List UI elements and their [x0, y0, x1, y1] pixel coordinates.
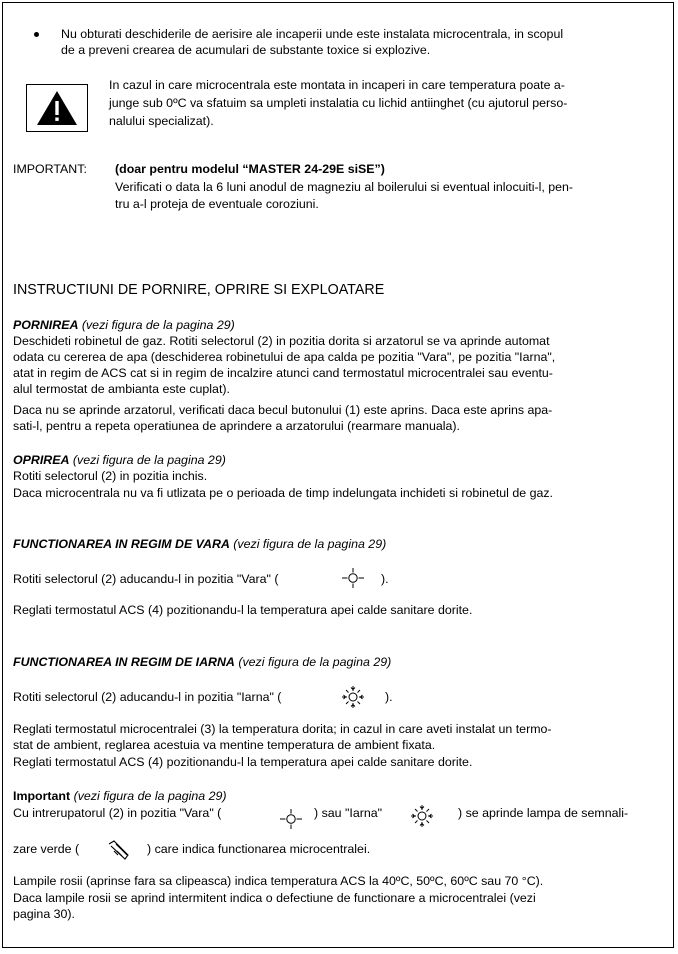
vara-ref: (vezi figura de la pagina 29) [233, 537, 387, 551]
pornirea-ref: (vezi figura de la pagina 29) [81, 318, 235, 332]
iarna-heading-line [13, 655, 391, 670]
important-model: (doar pentru modelul “MASTER 24-29E siSE”) [115, 162, 385, 176]
iarna-line: stat de ambient, reglarea acestuia va mentine temperatura de ambient fixata. [13, 738, 436, 752]
snowflake-sun-icon [337, 683, 369, 711]
important2-heading-line [13, 789, 227, 804]
important2-line: Daca lampile rosii se aprind intermitent indica o defectiune de functionare a microcentralei (vezi [13, 891, 536, 905]
important2-line1-c: ) se aprinde lampa de semnali- [458, 806, 629, 820]
important2-line: pagina 30). [13, 907, 76, 921]
sun-icon [276, 806, 306, 832]
important2-line1-a: Cu intrerupatorul (2) in pozitia "Vara" ( [13, 806, 222, 820]
green-lamp-icon [103, 836, 137, 864]
bullet-text-line1: Nu obturati deschiderile de aerisire ale incaperii unde este instalata microcentrala, in scopul [61, 27, 564, 41]
important-label: IMPORTANT: [13, 162, 87, 176]
sun-icon [338, 565, 368, 591]
pornirea-line: Daca nu se aprinde arzatorul, verificati daca becul butonului (1) este aprins. Daca este aprins apa- [13, 403, 553, 417]
section-title: INSTRUCTIUNI DE PORNIRE, OPRIRE SI EXPLOATARE [13, 282, 385, 298]
iarna-line: Reglati termostatul microcentralei (3) la temperatura dorita; in cazul in care aveti instalat un termo- [13, 722, 552, 736]
oprirea-heading-line [13, 453, 226, 468]
warning-text-line3: nalului specializat). [109, 114, 214, 128]
oprirea-ref: (vezi figura de la pagina 29) [72, 453, 226, 467]
important2-line: Lampile rosii (aprinse fara sa clipeasca) indica temperatura ACS la 40ºC, 50ºC, 60ºC sau 70 °C). [13, 874, 544, 888]
bullet-text-line2: de a preveni crearea de acumulari de substante toxice si explozive. [61, 43, 431, 57]
iarna-heading: FUNCTIONAREA IN REGIM DE IARNA [13, 655, 235, 669]
oprirea-heading: OPRIREA [13, 453, 70, 467]
vara-select-after: ). [381, 572, 389, 586]
important2-line1-b: ) sau "Iarna" [314, 806, 383, 820]
iarna-line: Reglati termostatul ACS (4) pozitionandu-l la temperatura apei calde sanitare dorite. [13, 755, 473, 769]
oprirea-line: Daca microcentrala nu va fi utlizata pe o perioada de timp indelungata inchideti si robinetul de gaz. [13, 486, 554, 500]
warning-text-line2: junge sub 0ºC va sfatuim sa umpleti instalatia cu lichid antiinghet (cu ajutorul perso- [109, 96, 568, 110]
warning-box [26, 84, 88, 132]
pornirea-heading-line [13, 318, 235, 333]
important2-ref: (vezi figura de la pagina 29) [73, 789, 227, 803]
warning-triangle-icon [27, 85, 87, 131]
important2-heading: Important [13, 789, 71, 803]
pornirea-line: sati-l, pentru a repeta operatiunea de aprindere a arzatorului (rearmare manuala). [13, 419, 461, 433]
oprirea-line: Rotiti selectorul (2) in pozitia inchis. [13, 469, 208, 483]
warning-text-line1: In cazul in care microcentrala este montata in incaperi in care temperatura poate a- [109, 78, 565, 92]
vara-heading: FUNCTIONAREA IN REGIM DE VARA [13, 537, 230, 551]
vara-termostat: Reglati termostatul ACS (4) pozitionandu-l la temperatura apei calde sanitare dorite. [13, 603, 473, 617]
pornirea-line: odata cu cererea de apa (deschiderea robinetului de apa calda pe pozitia "Vara", pe pozitia "Iarna", [13, 350, 556, 364]
important2-line2-b: ) care indica functionarea microcentralei. [147, 842, 371, 856]
vara-select-before: Rotiti selectorul (2) aducandu-l in pozitia "Vara" ( [13, 572, 279, 586]
pornirea-line: Deschideti robinetul de gaz. Rotiti selectorul (2) in pozitia dorita si arzatorul se va aprinde automat [13, 334, 550, 348]
pornirea-heading: PORNIREA [13, 318, 79, 332]
important-text-line2: tru a-l proteja de eventuale coroziuni. [115, 197, 319, 211]
important2-line2-a: zare verde ( [13, 842, 80, 856]
vara-heading-line [13, 537, 386, 552]
iarna-select-before: Rotiti selectorul (2) aducandu-l in pozitia "Iarna" ( [13, 690, 282, 704]
iarna-ref: (vezi figura de la pagina 29) [238, 655, 392, 669]
snowflake-sun-icon [406, 802, 438, 830]
important-text-line1: Verificati o data la 6 luni anodul de magneziu al boilerului si eventual inlocuiti-l, pen- [115, 180, 574, 194]
iarna-select-after: ). [385, 690, 393, 704]
bullet-dot [34, 32, 39, 37]
pornirea-line: atat in regim de ACS cat si in regim de incalzire atunci cand termostatul microcentralei sau eventu- [13, 366, 553, 380]
pornirea-line: alul termostat de ambianta este cuplat). [13, 382, 230, 396]
